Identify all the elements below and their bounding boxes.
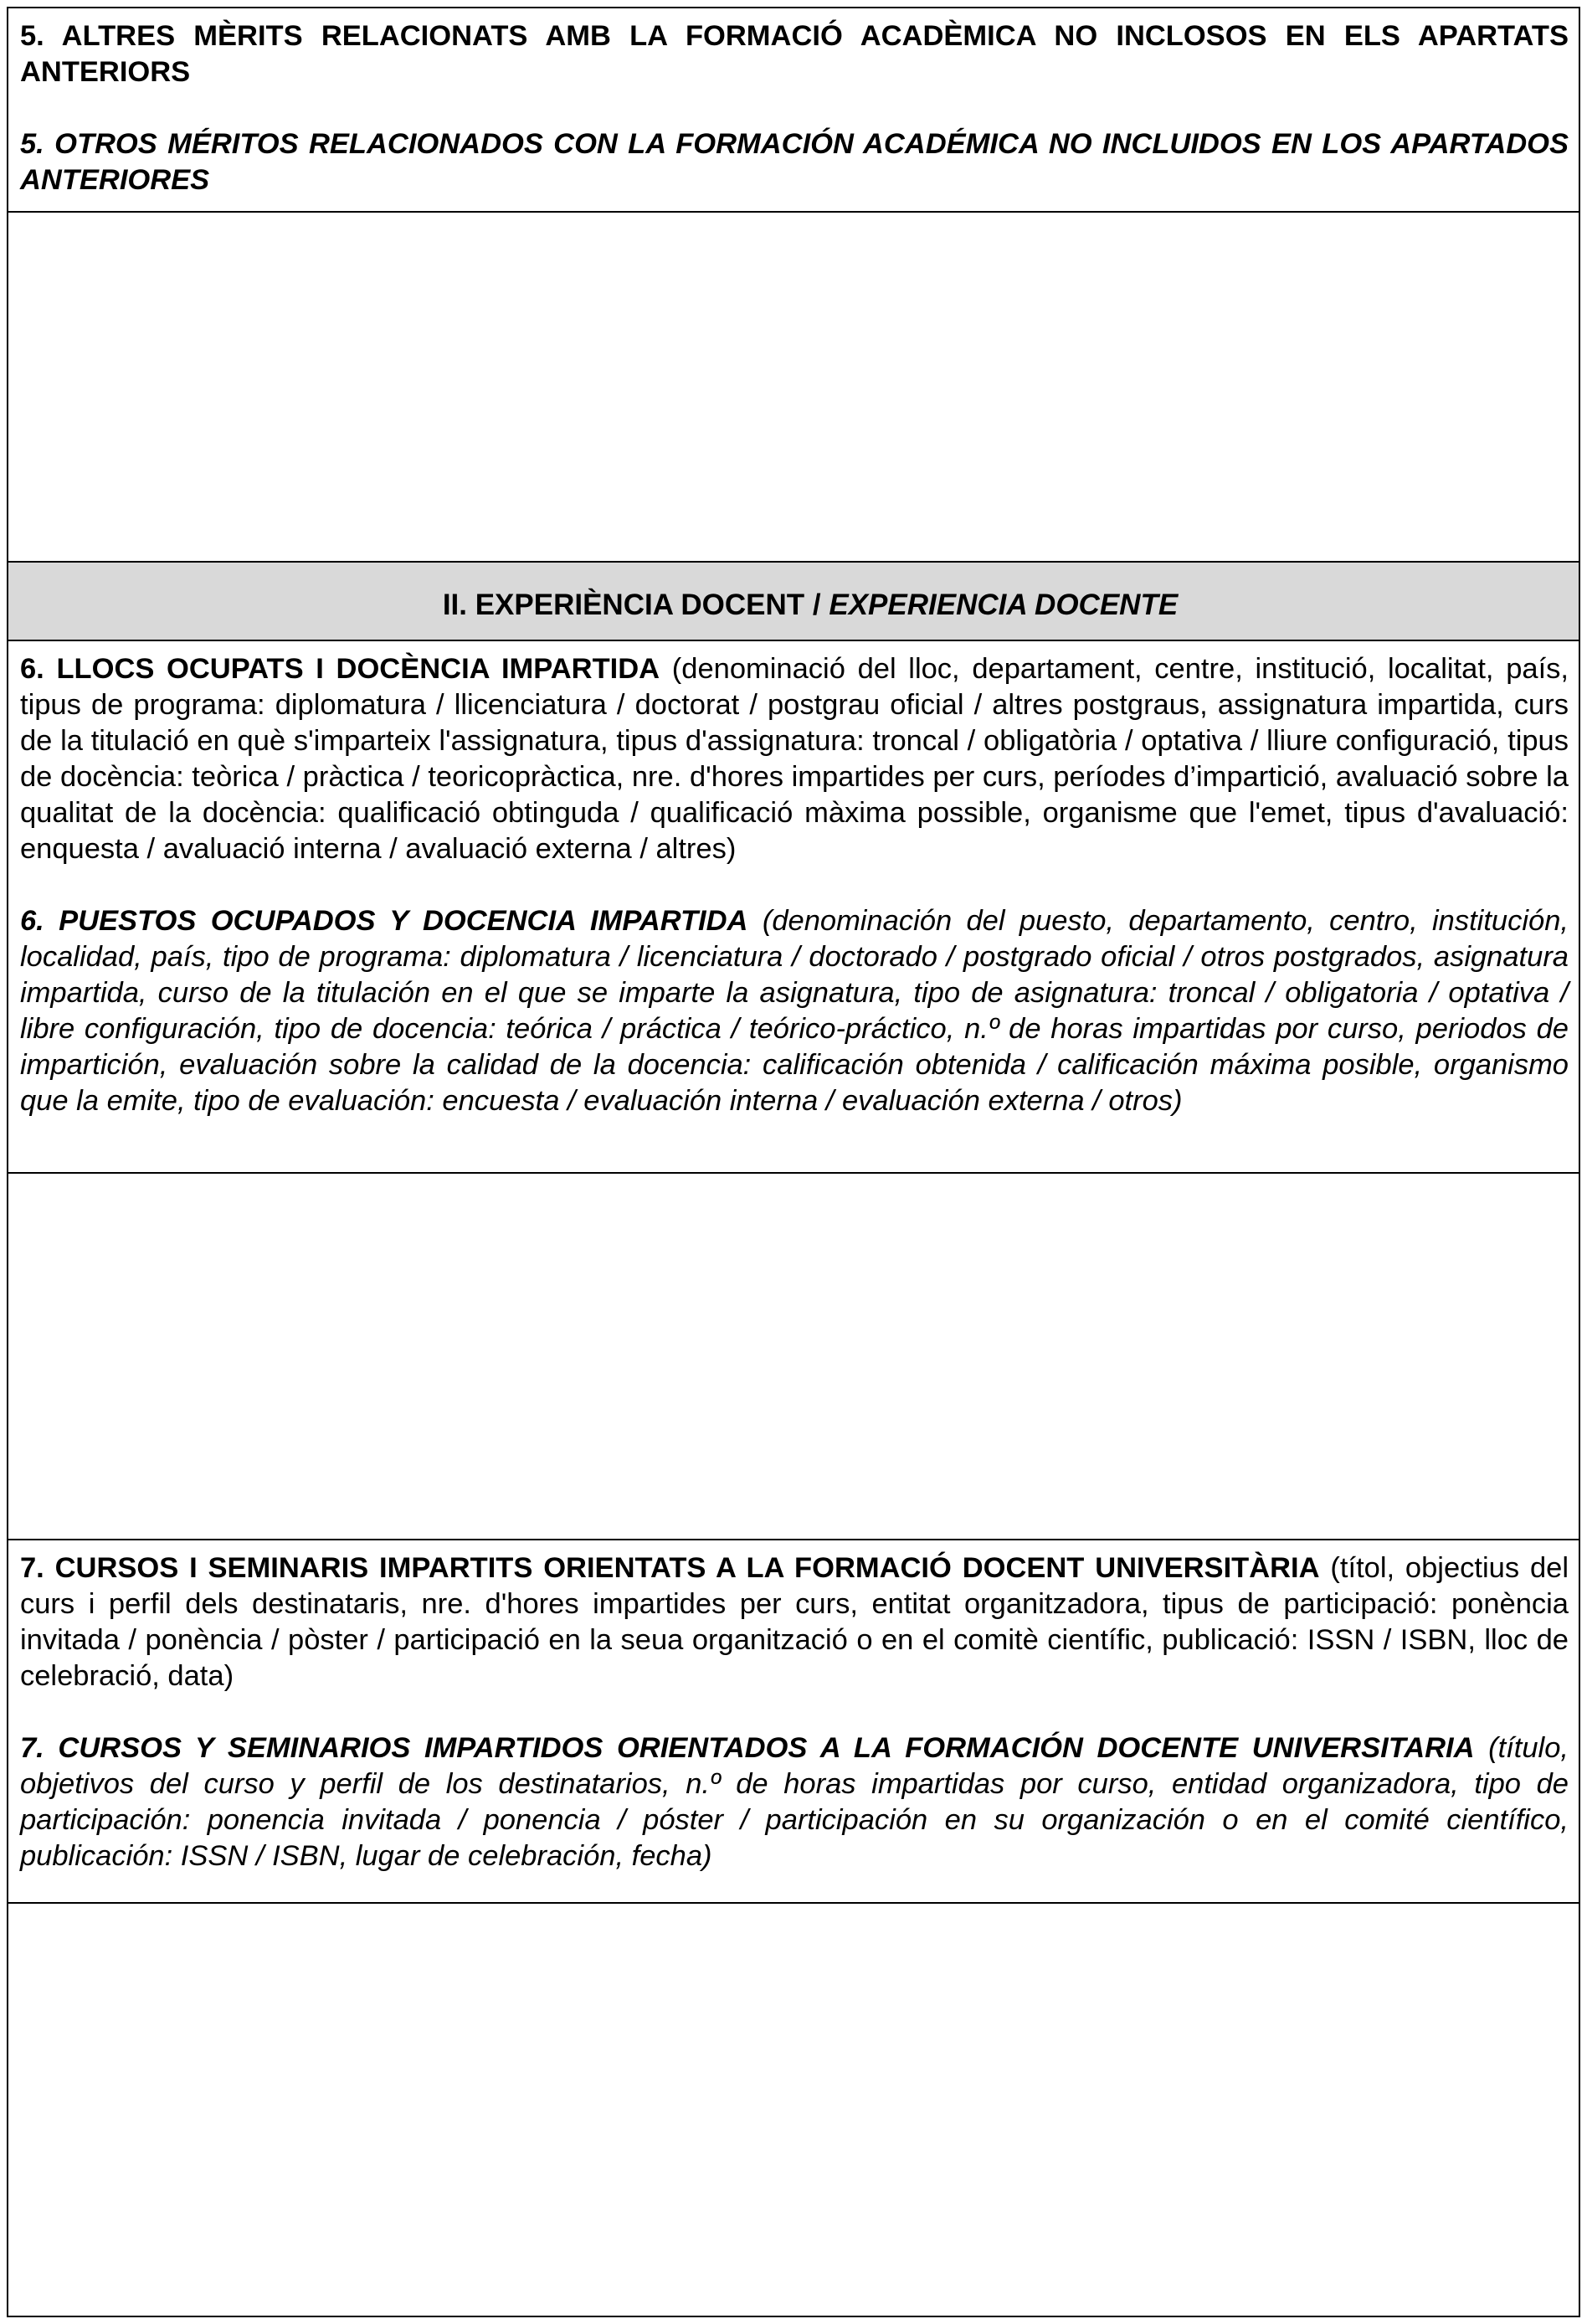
section-2-header <box>8 563 1579 641</box>
item-6-title-catalan: 6. LLOCS OCUPATS I DOCÈNCIA IMPARTIDA <box>20 653 660 685</box>
item-7-description-spanish: (título, objetivos del curso y perfil de los destinatarios, n.º de horas impartidas por curso, entidad organizadora, tipo de participación: ponencia invitada / ponencia / póster / participación en su organización o en el comité científico, publicación: ISSN / ISBN, lugar de celebración, fecha) <box>20 1732 1569 1872</box>
item-5-header <box>8 8 1579 213</box>
item-6-spanish <box>20 903 1569 1119</box>
item-5-answer-field[interactable] <box>8 213 1579 563</box>
item-7-description-catalan: (títol, objectius del curs i perfil dels destinataris, nre. d'hores impartides per curs, entitat organitzadora, tipus de participació: ponència invitada / ponència / pòster / participació en la seua organització o en el comitè científic, publicació: ISSN / ISBN, lloc de celebració, data) <box>20 1552 1569 1692</box>
item-7-catalan <box>20 1550 1569 1694</box>
item-6-description-spanish: (denominación del puesto, departamento, centro, institución, localidad, país, tipo de programa: diplomatura / licenciatura / doctorado / postgrado oficial / otros postgrados, asignatura impartida, curso de la titulación en el que se imparte la asignatura, tipo de asignatura: troncal / obligatoria / optativa / libre configuración, tipo de docencia: teórica / práctica / teórico-práctico, n.º de horas impartidas por curso, periodos de impartición, evaluación sobre la calidad de la docencia: calificación obtenida / calificación máxima posible, organismo que la emite, tipo de evaluación: encuesta / evaluación interna / evaluación externa / otros) <box>20 905 1569 1117</box>
item-6-description-catalan: (denominació del lloc, departament, centre, institució, localitat, país, tipus de programa: diplomatura / llicenciatura / doctorat / postgrau oficial / altres postgraus, assignatura impartida, curs de la titulació en què s'imparteix l'assignatura, tipus d'assignatura: troncal / obligatòria / optativa / lliure configuració, tipus de docència: teòrica / pràctica / teoricopràctica, nre. d'hores impartides per curs, períodes d’impartició, avaluació sobre la qualitat de la docència: qualificació obtinguda / qualificació màxima possible, organisme que l'emet, tipus d'avaluació: enquesta / avaluació interna / avaluació externa / altres) <box>20 653 1569 865</box>
section-2-title-spanish: EXPERIENCIA DOCENTE <box>829 589 1179 621</box>
item-5-title-catalan: 5. ALTRES MÈRITS RELACIONATS AMB LA FORMACIÓ ACADÈMICA NO INCLOSOS EN ELS APARTATS ANTERIORS <box>20 20 1569 88</box>
item-6-title-spanish: 6. PUESTOS OCUPADOS Y DOCENCIA IMPARTIDA <box>20 905 748 937</box>
item-7-title-spanish: 7. CURSOS Y SEMINARIOS IMPARTIDOS ORIENTADOS A LA FORMACIÓN DOCENTE UNIVERSITARIA <box>20 1732 1475 1764</box>
item-6-header <box>8 641 1579 1174</box>
item-5-title-spanish: 5. OTROS MÉRITOS RELACIONADOS CON LA FORMACIÓN ACADÉMICA NO INCLUIDOS EN LOS APARTADOS ANTERIORES <box>20 128 1569 196</box>
item-6-answer-field[interactable] <box>8 1174 1579 1540</box>
item-7-title-catalan: 7. CURSOS I SEMINARIS IMPARTITS ORIENTATS A LA FORMACIÓ DOCENT UNIVERSITÀRIA <box>20 1552 1320 1584</box>
item-6-catalan <box>20 651 1569 867</box>
item-7-header <box>8 1540 1579 1904</box>
cv-form-table <box>7 7 1580 2317</box>
item-7-answer-field[interactable] <box>8 1904 1579 2317</box>
section-2-title-catalan: II. EXPERIÈNCIA DOCENT / <box>442 589 829 621</box>
item-7-spanish <box>20 1730 1569 1874</box>
